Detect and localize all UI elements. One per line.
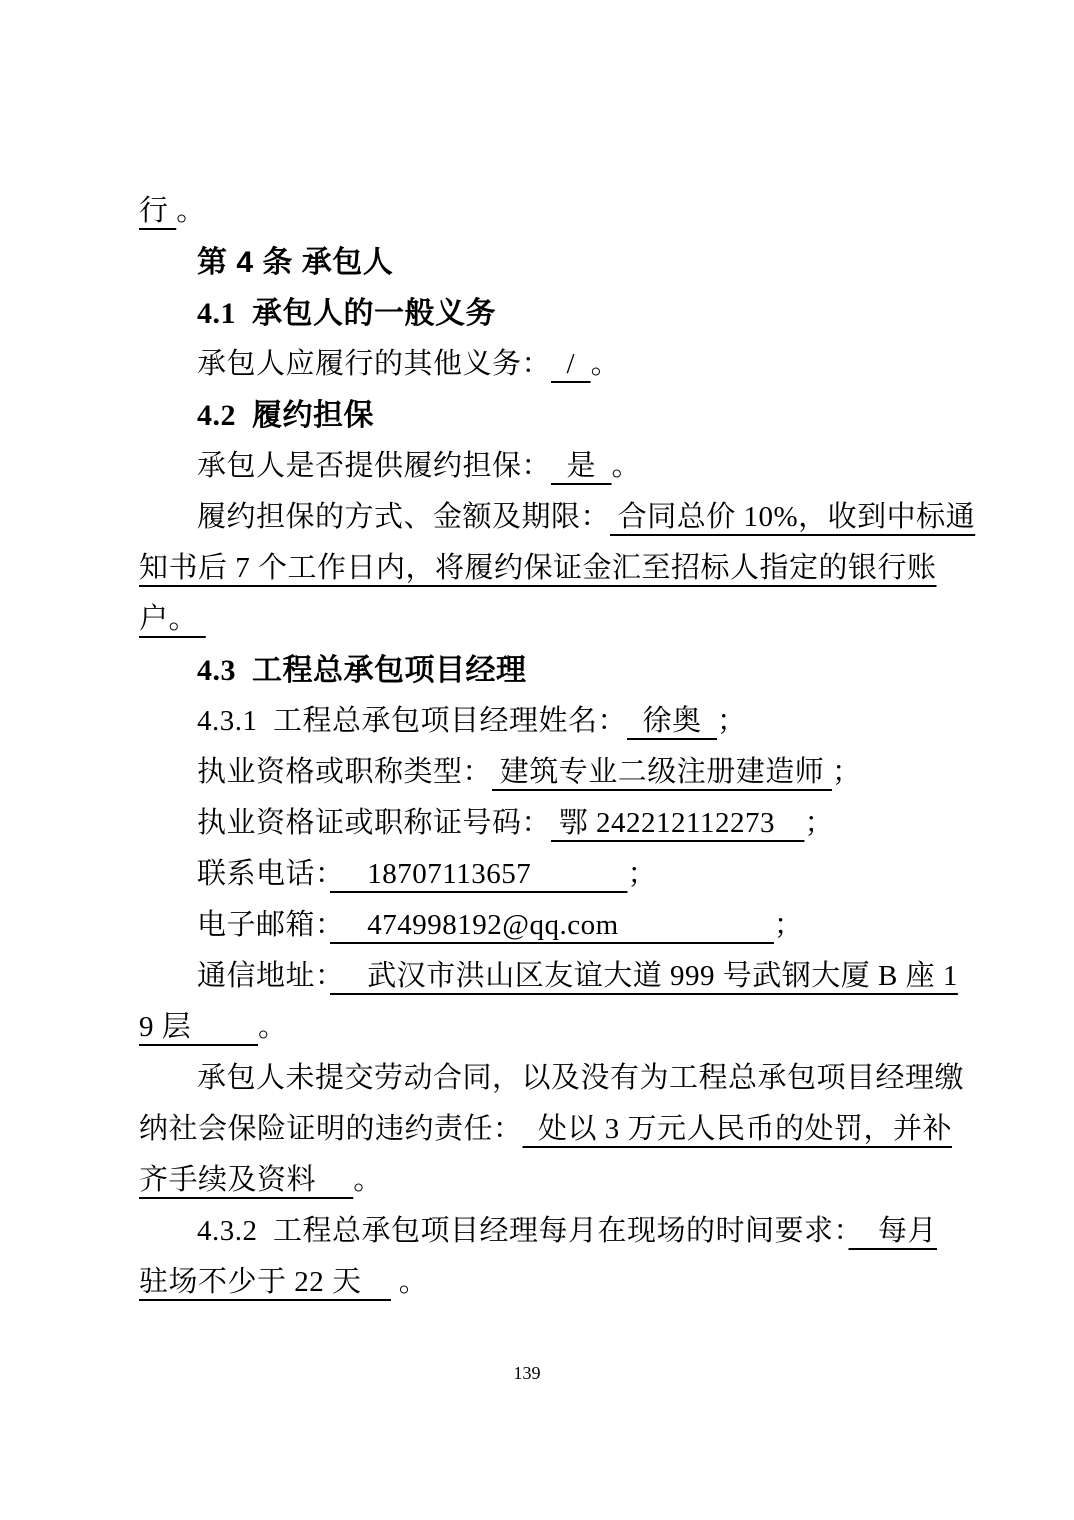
text-segment: 4.3.1 工程总承包项目经理姓名：	[197, 705, 628, 737]
filled-blank: 武汉市洪山区友谊大道 999 号武钢大厦 B 座 1	[330, 960, 958, 992]
text-segment: 。	[176, 195, 206, 227]
filled-blank: 每月	[848, 1215, 938, 1247]
address-line-1	[139, 951, 958, 1002]
liability-line-2	[139, 1104, 953, 1155]
article-4-heading	[139, 237, 939, 288]
text-segment: 承包人是否提供履约担保：	[197, 450, 552, 482]
text-segment: 。	[391, 1266, 429, 1298]
onsite-time-line-2	[139, 1257, 939, 1308]
filled-blank: 处以 3 万元人民币的处罚，并补	[522, 1113, 953, 1145]
text-segment: 第 4 条 承包人	[197, 246, 394, 279]
performance-guarantee-line	[139, 441, 939, 492]
filled-blank: /	[551, 348, 591, 380]
text-segment: ；	[773, 909, 804, 941]
page-number: 139	[513, 1363, 541, 1383]
liability-line-3	[139, 1155, 939, 1206]
text-segment: 联系电话：	[197, 858, 331, 890]
filled-blank: 合同总价 10%，收到中标通	[610, 501, 976, 533]
text-segment: ；	[717, 705, 747, 737]
text-segment: 4.3.2 工程总承包项目经理每月在现场的时间要求：	[197, 1215, 849, 1247]
continuation-line	[139, 186, 939, 237]
text-segment: 履约担保的方式、金额及期限：	[197, 501, 611, 533]
text-segment: 通信地址：	[197, 960, 331, 992]
filled-blank: 户。	[139, 603, 206, 635]
filled-blank: 是	[551, 450, 612, 482]
text-segment: 4.1 承包人的一般义务	[197, 297, 496, 330]
other-obligations-line	[139, 339, 939, 390]
text-segment: 电子邮箱：	[197, 909, 331, 941]
liability-line-1	[139, 1053, 965, 1104]
filled-blank: 18707113657	[330, 858, 628, 890]
text-segment: 。	[590, 348, 621, 380]
document-body	[139, 186, 976, 1308]
onsite-time-line-1	[139, 1206, 939, 1257]
text-segment: 4.3 工程总承包项目经理	[197, 654, 527, 687]
text-segment: 承包人未提交劳动合同，以及没有为工程总承包项目经理缴	[197, 1062, 965, 1094]
filled-blank: 徐奥	[627, 705, 718, 737]
filled-blank: 建筑专业二级注册建造师	[492, 756, 833, 788]
text-segment: 4.2 履约担保	[197, 399, 374, 432]
filled-blank: 9 层	[139, 1011, 259, 1043]
section-4-3-heading	[139, 645, 939, 696]
filled-blank: 知书后 7 个工作日内，将履约保证金汇至招标人指定的银行账	[139, 552, 937, 584]
email-line	[139, 900, 939, 951]
filled-blank: 驻场不少于 22 天	[139, 1266, 392, 1298]
guarantee-terms-line-2	[139, 543, 939, 594]
qualification-type-line	[139, 747, 939, 798]
phone-line	[139, 849, 939, 900]
address-line-2	[139, 1002, 939, 1053]
filled-blank: 齐手续及资料	[139, 1164, 354, 1196]
section-4-2-heading	[139, 390, 939, 441]
manager-name-line	[139, 696, 939, 747]
filled-blank: 鄂 242212112273	[551, 807, 805, 839]
text-segment: ；	[832, 756, 862, 788]
text-segment: 执业资格或职称类型：	[197, 756, 493, 788]
text-segment: 。	[353, 1164, 383, 1196]
filled-blank: 行	[139, 195, 177, 227]
guarantee-terms-line-3	[139, 594, 939, 645]
guarantee-terms-line-1	[139, 492, 976, 543]
text-segment: ；	[804, 807, 834, 839]
section-4-1-heading	[139, 288, 939, 339]
filled-blank: 474998192@qq.com	[330, 909, 774, 941]
text-segment: ；	[627, 858, 657, 890]
text-segment: 承包人应履行的其他义务：	[197, 348, 552, 380]
certificate-number-line	[139, 798, 939, 849]
text-segment: 执业资格证或职称证号码：	[197, 807, 552, 839]
text-segment: 。	[258, 1011, 288, 1043]
text-segment: 。	[611, 450, 642, 482]
text-segment: 纳社会保险证明的违约责任：	[139, 1113, 523, 1145]
